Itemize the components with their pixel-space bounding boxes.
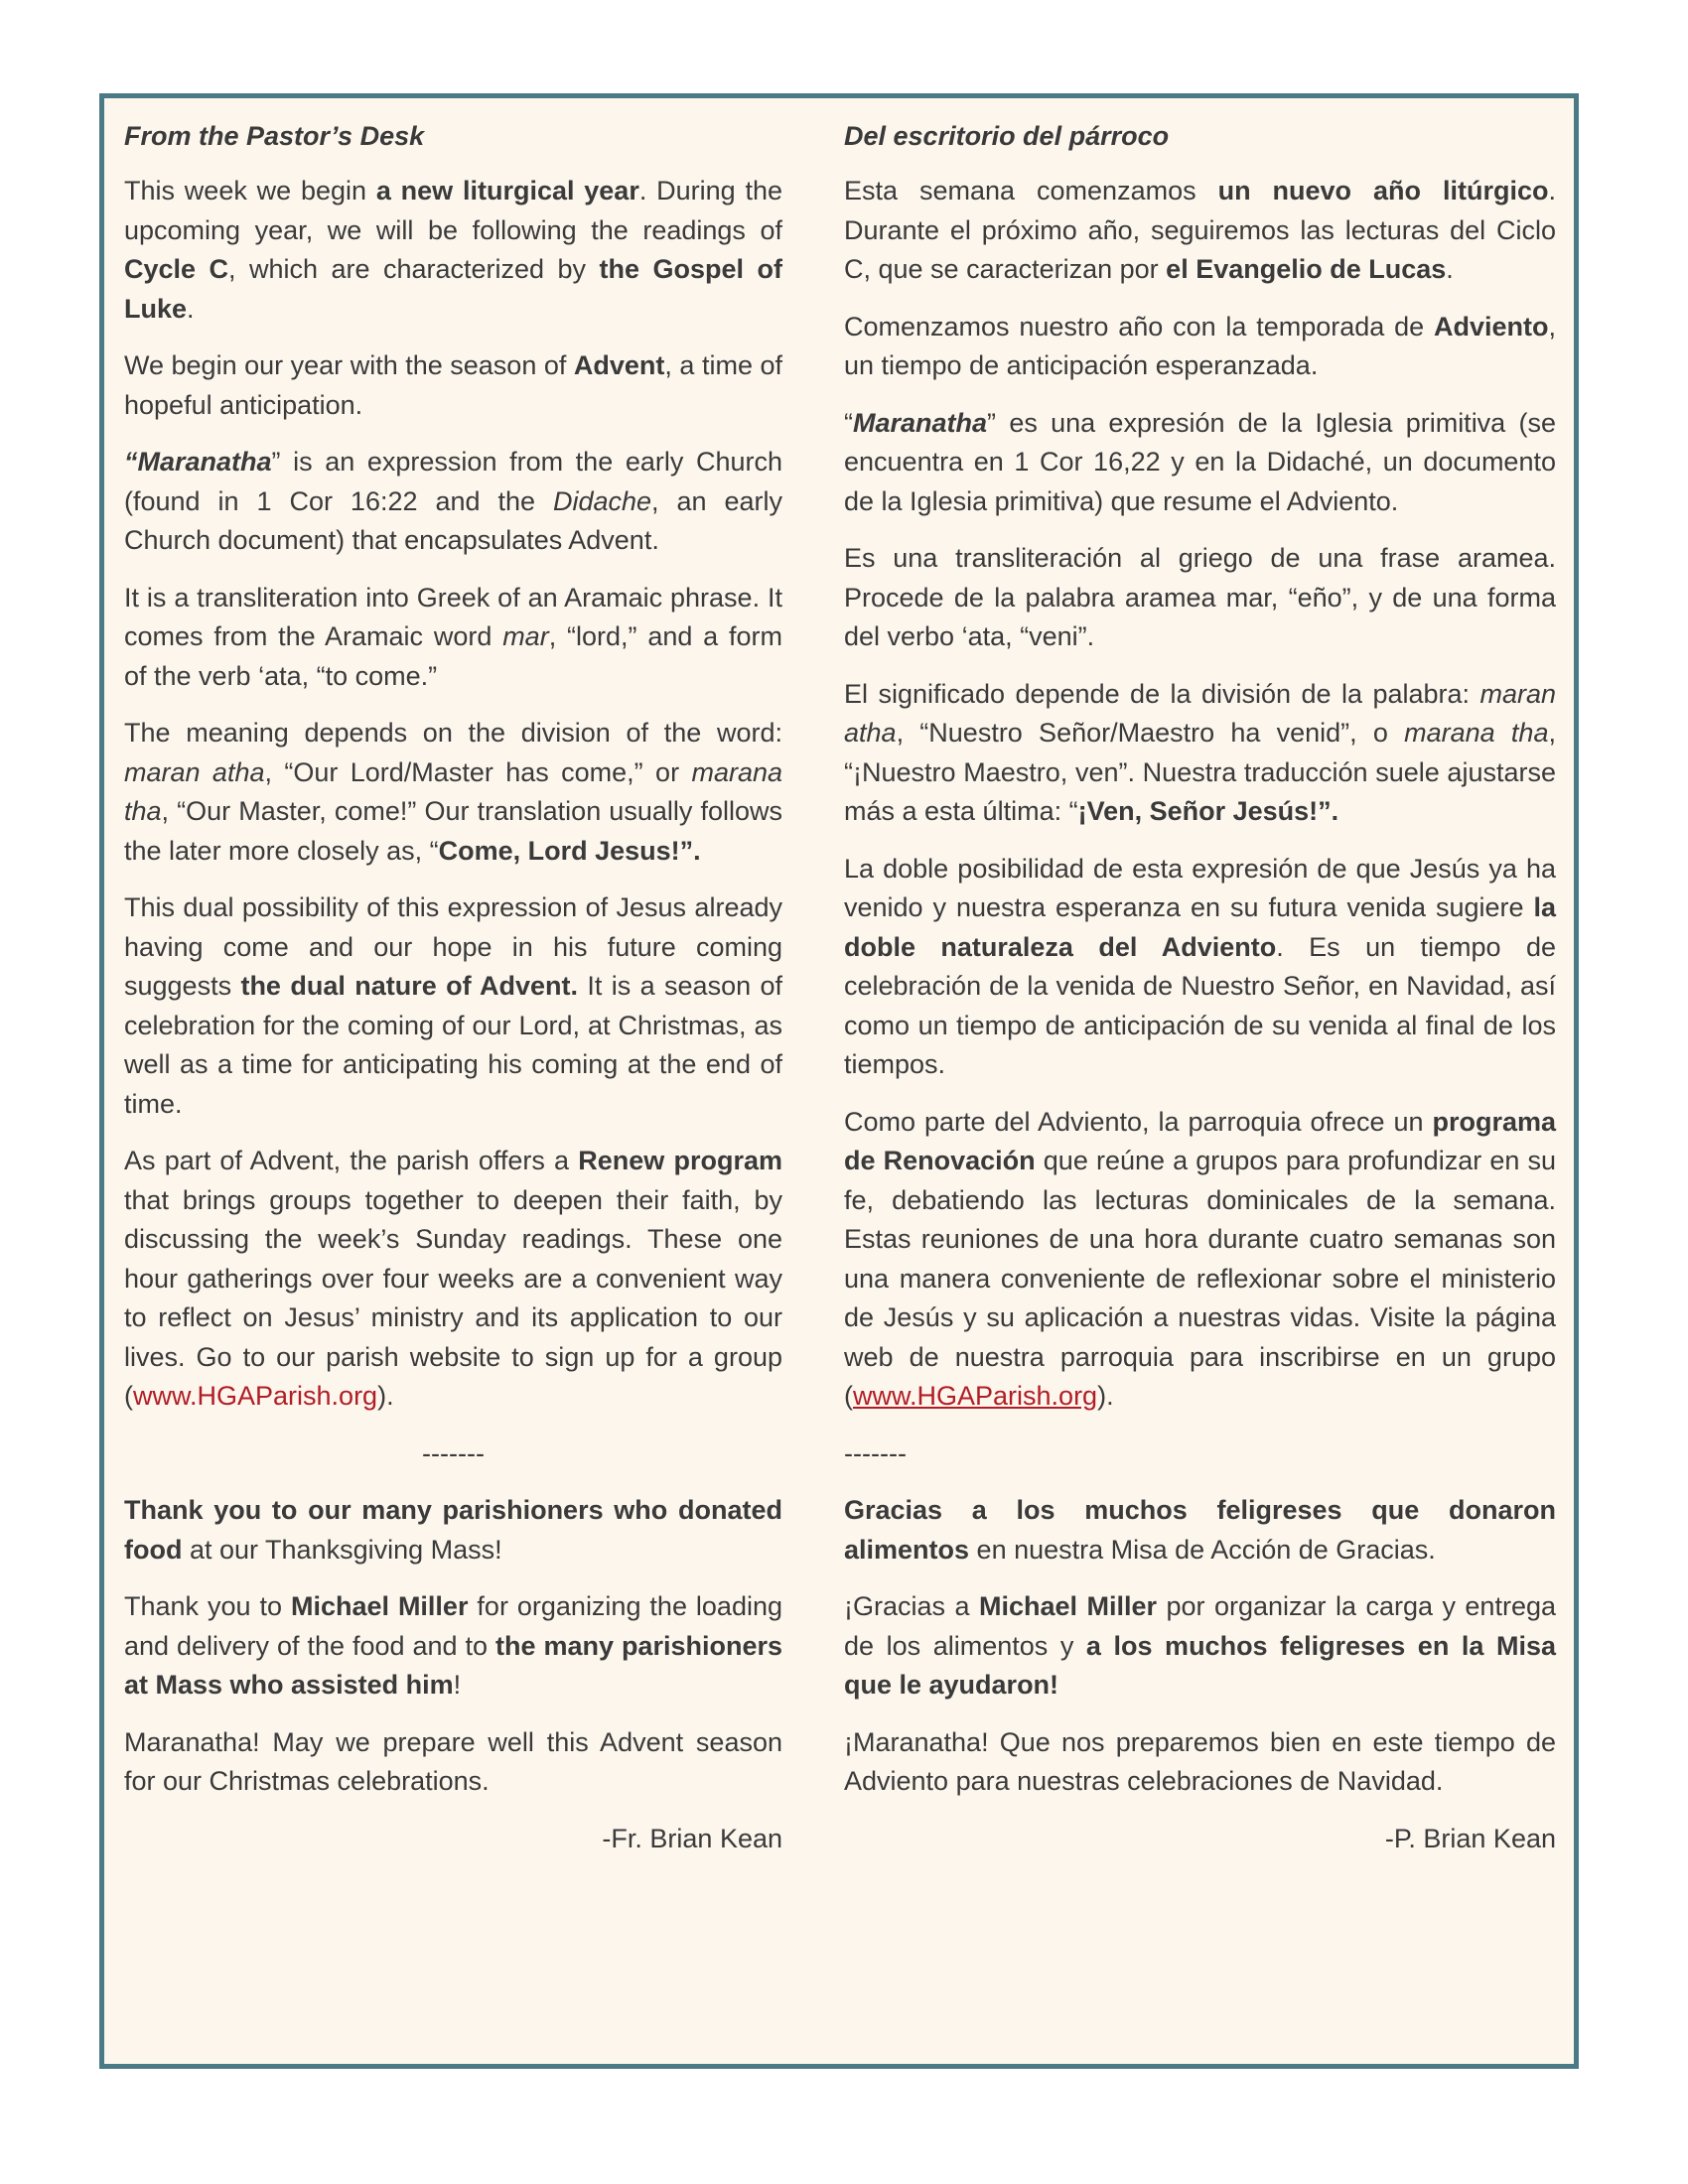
text-run: “: [844, 407, 853, 438]
paragraph-thanks-food: [124, 1491, 782, 1570]
text-run: Esta semana comenzamos: [844, 176, 1218, 205]
emphasis-run: Maranatha: [853, 407, 988, 438]
emphasis-run: the many parishioners at Mass who assisted him: [124, 1630, 782, 1700]
paragraph-liturgical-year: [844, 172, 1556, 290]
text-run: , un tiempo de anticipación esperanzada.: [844, 311, 1556, 380]
text-run: ).: [1097, 1381, 1114, 1411]
emphasis-run: programa de Renovación: [844, 1106, 1556, 1175]
paragraph-dual-nature: [844, 850, 1556, 1085]
text-run: , an early Church document) that encapsulates Advent.: [124, 485, 782, 555]
column-heading: Del escritorio del párroco: [844, 121, 1170, 151]
text-run: As part of Advent, the parish offers a: [124, 1146, 579, 1175]
text-run: , “Our Master, come!” Our translation usually follows the later more closely as, “: [124, 796, 782, 866]
text-run: .: [187, 293, 195, 324]
text-run: , which are characterized by: [228, 254, 600, 284]
text-run: that brings groups together to deepen their faith, by discussing the week’s Sunday readings. These one hour gatherings over four weeks are a convenient way to reflect on Jesus’ ministry and its application to our lives. Go to our parish website to sign up for a group (: [124, 1184, 782, 1411]
text-run: . During the upcoming year, we will be following the readings of: [124, 176, 783, 245]
emphasis-run: Adviento: [1433, 311, 1549, 341]
text-run: ).: [377, 1381, 394, 1411]
parish-website-link[interactable]: www.HGAParish.org: [133, 1381, 378, 1411]
text-run: ” is an expression from the early Church (found in 1 Cor 16:22 and the: [124, 447, 782, 516]
column-heading: From the Pastor’s Desk: [124, 121, 425, 151]
text-run: for organizing the loading and delivery of the food and to: [124, 1591, 782, 1661]
text-run: en nuestra Misa de Acción de Gracias.: [969, 1534, 1436, 1565]
text-run: , “lord,” and a form of the verb ‘ata, “to come.”: [124, 621, 783, 691]
text-run: ¡Maranatha! Que nos preparemos bien en este tiempo de Adviento para nuestras celebraciones de Navidad.: [844, 1726, 1556, 1796]
paragraph-transliteration: [124, 579, 782, 697]
text-run: Como parte del Adviento, la parroquia ofrece un: [844, 1106, 1433, 1137]
text-run: ” es una expresión de la Iglesia primitiva (se encuentra en 1 Cor 16,22 y en la Didaché, un documento de la Iglesia primitiva) que resume el Adviento.: [844, 407, 1556, 516]
right-column-spanish: [844, 118, 1556, 1876]
text-run: This week we begin: [124, 176, 376, 205]
emphasis-run: Thank you to our many parishioners who donated food: [124, 1495, 782, 1565]
emphasis-run: un nuevo año litúrgico: [1217, 176, 1549, 205]
emphasis-run: maran atha: [844, 678, 1556, 748]
text-run: , “Nuestro Señor/Maestro ha venid”, o: [896, 718, 1405, 748]
text-run: We begin our year with the season of: [124, 350, 574, 380]
emphasis-run: Advent: [573, 350, 665, 380]
text-run: El significado depende de la división de la palabra:: [844, 678, 1480, 709]
emphasis-run: the Gospel of Luke: [124, 254, 782, 324]
text-run: Maranatha! May we prepare well this Advent season for our Christmas celebrations.: [124, 1726, 782, 1796]
paragraph-renew-program: [844, 1103, 1556, 1417]
paragraph-renew-program: [124, 1142, 782, 1417]
emphasis-run: Gracias a los muchos feligreses que donaron alimentos: [844, 1495, 1556, 1565]
emphasis-run: “Maranatha: [124, 447, 272, 477]
emphasis-run: ¡Ven, Señor Jesús!”.: [1077, 796, 1339, 826]
emphasis-run: the dual nature of Advent.: [240, 971, 578, 1001]
text-run: It is a season of celebration for the coming of our Lord, at Christmas, as well as a time for anticipating his coming at the end of time.: [124, 971, 783, 1119]
emphasis-run: marana tha: [1404, 718, 1549, 748]
paragraph-closing: [844, 1723, 1556, 1802]
emphasis-run: Cycle C: [124, 254, 229, 284]
paragraph-closing: [124, 1723, 782, 1802]
emphasis-run: mar: [502, 621, 549, 651]
text-run: . Durante el próximo año, seguiremos las lecturas del Ciclo C, que se caracterizan por: [844, 176, 1557, 284]
text-run: que reúne a grupos para profundizar en su fe, debatiendo las lecturas dominicales de la semana. Estas reuniones de una hora durante cuatro semanas son una manera conveniente de reflexionar sobre el ministerio de Jesús y su aplicación a nuestras vidas. Visite la página web de nuestra parroquia para inscribirse en un grupo (: [844, 1146, 1556, 1411]
paragraph-liturgical-year: [124, 172, 782, 329]
text-run: , “¡Nuestro Maestro, ven”. Nuestra traducción suele ajustarse más a esta última: “: [844, 718, 1556, 826]
signature: -P. Brian Kean: [1384, 1823, 1556, 1853]
paragraph-thanks-michael: [844, 1587, 1556, 1706]
text-run: Thank you to: [124, 1591, 291, 1621]
emphasis-run: Renew program: [578, 1146, 782, 1175]
section-separator: -------: [422, 1437, 485, 1468]
text-run: por organizar la carga y entrega de los alimentos y: [844, 1591, 1556, 1661]
text-run: The meaning depends on the division of the word:: [124, 718, 782, 748]
text-run: It is a transliteration into Greek of an Aramaic phrase. It comes from the Aramaic word: [124, 582, 782, 651]
emphasis-run: marana tha: [124, 756, 782, 826]
text-run: Es una transliteración al griego de una frase aramea. Procede de la palabra aramea mar, “eño”, y de una forma del verbo ‘ata, “veni”.: [844, 543, 1556, 651]
text-run: ¡Gracias a: [844, 1591, 979, 1621]
paragraph-meaning: [844, 675, 1556, 832]
text-run: .: [1446, 254, 1454, 284]
paragraph-thanks-food: [844, 1491, 1556, 1570]
text-run: at our Thanksgiving Mass!: [182, 1534, 502, 1565]
paragraph-transliteration: [844, 539, 1556, 657]
text-run: This dual possibility of this expression of Jesus already having come and our hope in his future coming suggests: [124, 892, 782, 1001]
emphasis-run: Come, Lord Jesus!”.: [438, 835, 701, 866]
emphasis-run: a new liturgical year: [375, 176, 639, 205]
paragraph-maranatha: [844, 404, 1556, 522]
emphasis-run: a los muchos feligreses en la Misa que le ayudaron!: [844, 1630, 1556, 1700]
paragraph-thanks-michael: [124, 1587, 782, 1706]
paragraph-meaning: [124, 714, 782, 871]
page-frame: [99, 93, 1579, 2069]
text-run: , a time of hopeful anticipation.: [124, 350, 782, 420]
paragraph-dual-nature: [124, 888, 782, 1124]
text-run: , “Our Lord/Master has come,” or: [264, 756, 692, 787]
emphasis-run: el Evangelio de Lucas: [1166, 254, 1447, 284]
signature: -Fr. Brian Kean: [602, 1823, 782, 1853]
emphasis-run: Michael Miller: [290, 1591, 469, 1621]
emphasis-run: Michael Miller: [978, 1591, 1157, 1621]
text-run: !: [453, 1670, 462, 1700]
text-run: La doble posibilidad de esta expresión de que Jesús ya ha venido y nuestra esperanza en su futura venida sugiere: [844, 853, 1556, 922]
text-run: . Es un tiempo de celebración de la venida de Nuestro Señor, en Navidad, así como un tiempo de anticipación de su venida al final de los tiempos.: [844, 931, 1556, 1079]
text-run: Comenzamos nuestro año con la temporada de: [844, 311, 1434, 341]
emphasis-run: maran atha: [124, 756, 265, 787]
paragraph-advent-season: [844, 308, 1556, 386]
left-column-english: [124, 118, 782, 1876]
parish-website-link[interactable]: www.HGAParish.org: [853, 1381, 1098, 1411]
emphasis-run: Didache: [552, 485, 652, 516]
paragraph-advent-season: [124, 346, 782, 425]
section-separator: -------: [844, 1437, 907, 1468]
emphasis-run: la doble naturaleza del Adviento: [844, 892, 1556, 962]
paragraph-maranatha: [124, 443, 782, 561]
